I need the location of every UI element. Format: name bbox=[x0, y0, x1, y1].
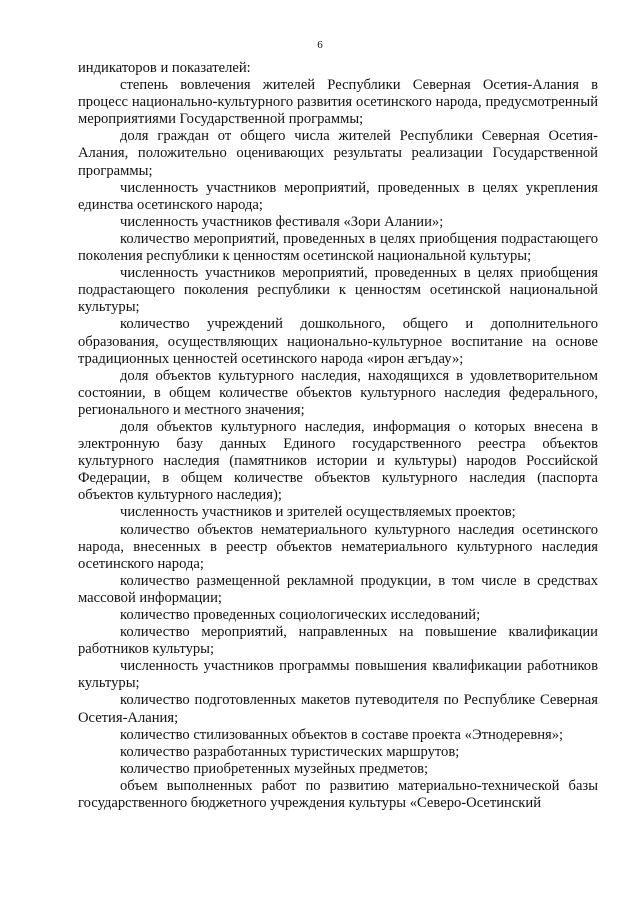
paragraph-youth-events-participants: численность участников мероприятий, проведенных в целях приобщения подрастающего поколения республики к ценностям осетинской национальной культуры; bbox=[78, 265, 598, 316]
paragraph-positive-evaluation-share: доля граждан от общего числа жителей Республики Северная Осетия-Алания, положительно оценивающих результаты реализации Государственной программы; bbox=[78, 128, 598, 179]
paragraph-intangible-heritage: количество объектов нематериального культурного наследия осетинского народа, внесенных в реестр объектов нематериального культурного наследия осетинского народа; bbox=[78, 521, 598, 572]
paragraph-tourist-routes: количество разработанных туристических маршрутов; bbox=[120, 743, 460, 760]
document-body bbox=[78, 60, 598, 812]
paragraph-youth-events-count: количество мероприятий, проведенных в целях приобщения подрастающего поколения республики к ценностям осетинской национальной культуры; bbox=[78, 230, 598, 265]
paragraph-indicators-intro: индикаторов и показателей: bbox=[78, 60, 251, 76]
page-number: 6 bbox=[317, 39, 323, 51]
paragraph-heritage-registry-share: доля объектов культурного наследия, информация о которых внесена в электронную базу данных Единого государственного реестра объектов культурного наследия (памятников истории и культуры) народов Российской Федерации, в общем количестве объектов культурного наследия (паспорта объектов культурного наследия); bbox=[78, 418, 598, 504]
paragraph-advertising-products: количество размещенной рекламной продукции, в том числе в средствах массовой информации; bbox=[78, 572, 598, 606]
paragraph-education-institutions: количество учреждений дошкольного, общего и дополнительного образования, осуществляющих национально-культурное воспитание на основе традиционных ценностей осетинского народа «ирон æгъдау»; bbox=[78, 316, 598, 367]
paragraph-project-participants: численность участников и зрителей осуществляемых проектов; bbox=[120, 504, 516, 521]
paragraph-museum-items: количество приобретенных музейных предметов; bbox=[120, 760, 429, 777]
paragraph-involvement-degree: степень вовлечения жителей Республики Северная Осетия-Алания в процесс национально-культурного развития осетинского народа, предусмотренный мероприятиями Государственной программы; bbox=[78, 77, 598, 128]
paragraph-qualification-events: количество мероприятий, направленных на повышение квалификации работников культуры; bbox=[78, 624, 598, 658]
paragraph-guidebook-layouts: количество подготовленных макетов путеводителя по Республике Северная Осетия-Алания; bbox=[78, 692, 598, 726]
paragraph-qualification-participants: численность участников программы повышения квалификации работников культуры; bbox=[78, 658, 598, 692]
paragraph-material-base-works: объем выполненных работ по развитию материально-технической базы государственного бюджетного учреждения культуры «Северо-Осетинский bbox=[78, 777, 598, 812]
paragraph-unity-events-participants: численность участников мероприятий, проведенных в целях укрепления единства осетинского народа; bbox=[78, 179, 598, 213]
paragraph-ethno-village-objects: количество стилизованных объектов в составе проекта «Этнодеревня»; bbox=[120, 726, 564, 743]
paragraph-heritage-condition-share: доля объектов культурного наследия, находящихся в удовлетворительном состоянии, в общем количестве объектов культурного наследия федерального, регионального и местного значения; bbox=[78, 367, 598, 418]
paragraph-sociological-studies: количество проведенных социологических исследований; bbox=[120, 607, 481, 623]
paragraph-festival-participants: численность участников фестиваля «Зори Алании»; bbox=[120, 213, 444, 230]
